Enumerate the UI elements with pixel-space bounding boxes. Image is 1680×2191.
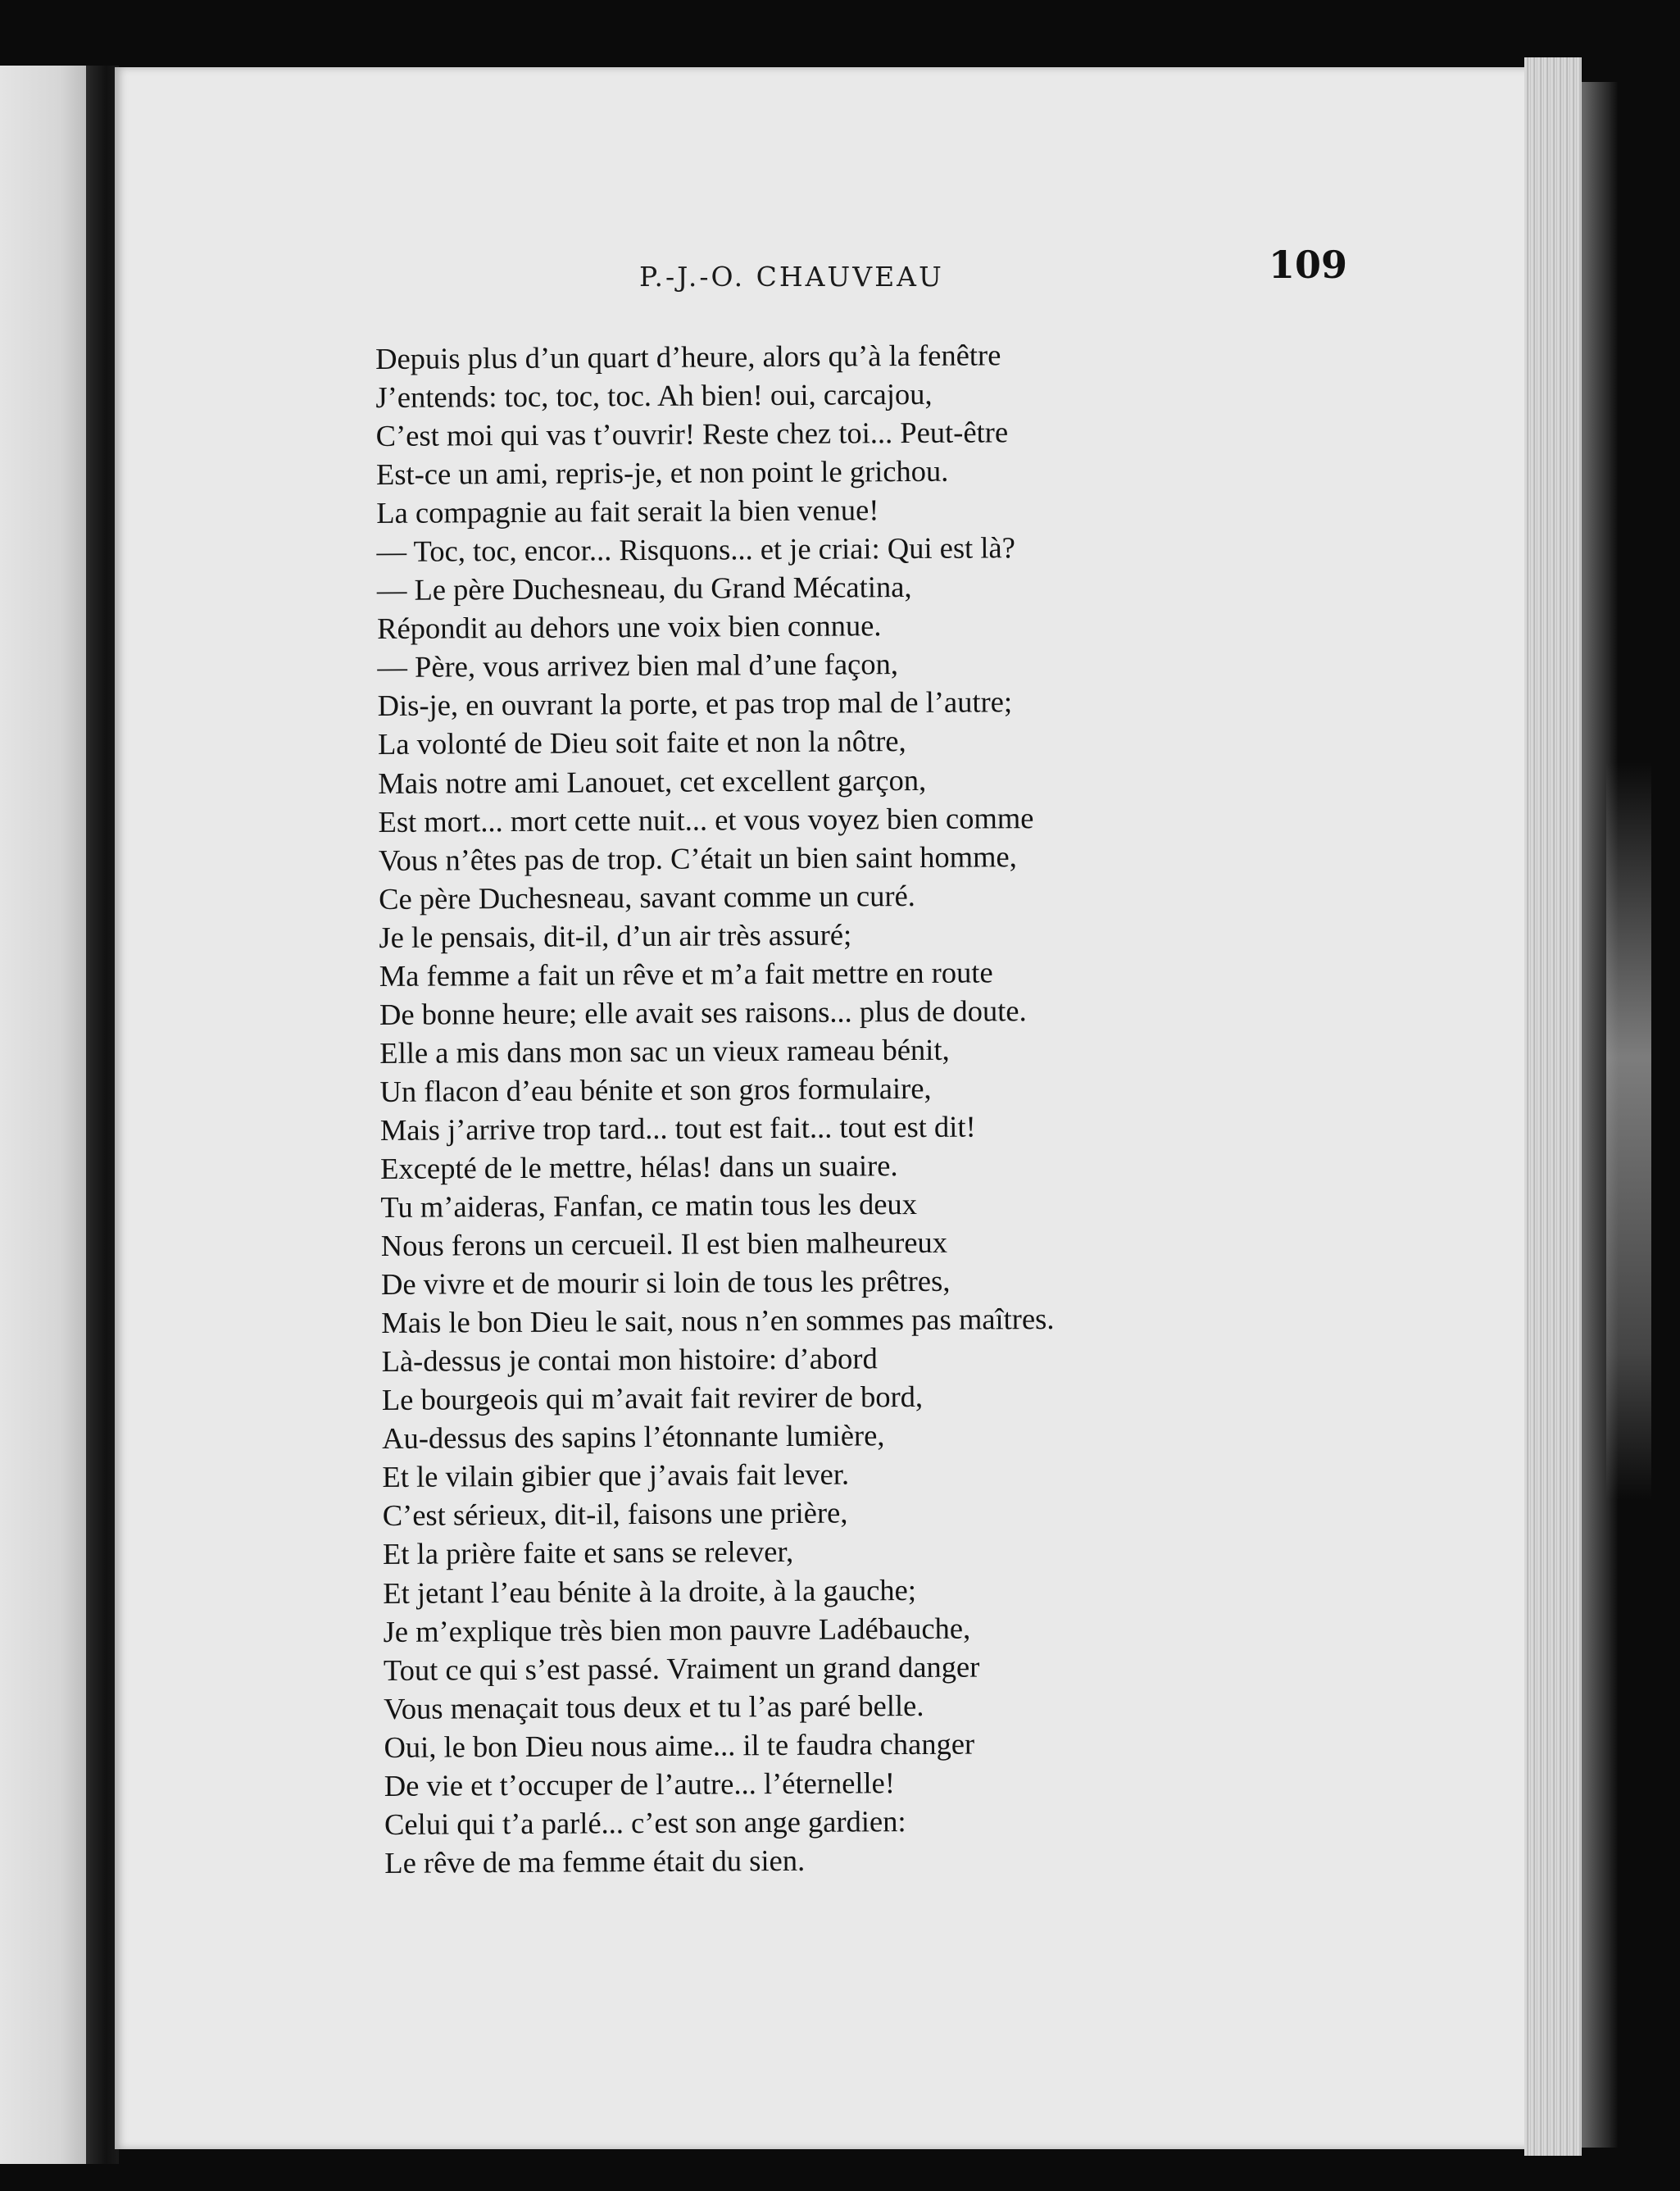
running-head: P.-J.-O. CHAUVEAU bbox=[639, 261, 944, 293]
poem-line: Et la prière faite et sans se relever, bbox=[382, 1534, 794, 1571]
poem-line: C’est sérieux, dit-il, faisons une prière, bbox=[382, 1495, 848, 1533]
poem-line: Mais le bon Dieu le sait, nous n’en sommes pas maîtres. bbox=[381, 1302, 1055, 1340]
poem-line: Nous ferons un cercueil. Il est bien malheureux bbox=[380, 1225, 948, 1263]
poem-line: — Le père Duchesneau, du Grand Mécatina, bbox=[376, 570, 912, 607]
poem-line: De vivre et de mourir si loin de tous les prêtres, bbox=[380, 1263, 951, 1302]
poem-line: Excepté de le mettre, hélas! dans un suaire. bbox=[380, 1148, 898, 1185]
poem-line: Le bourgeois qui m’avait fait revirer de bord, bbox=[381, 1380, 924, 1417]
page-stack-edge bbox=[1524, 57, 1582, 2156]
poem-line: Mais j’arrive trop tard... tout est fait... tout est dit! bbox=[379, 1109, 976, 1147]
poem-line: Depuis plus d’un quart d’heure, alors qu’à la fenêtre bbox=[375, 338, 1001, 375]
poem-line: Mais notre ami Lanouet, cet excellent garçon, bbox=[378, 762, 927, 800]
poem-line: Répondit au dehors une voix bien connue. bbox=[377, 608, 882, 646]
poem-line: Et jetant l’eau bénite à la droite, à la gauche; bbox=[383, 1572, 917, 1610]
poem-line: Le rêve de ma femme était du sien. bbox=[384, 1843, 806, 1880]
poem-line: De bonne heure; elle avait ses raisons... plus de doute. bbox=[379, 993, 1027, 1031]
poem-line: — Toc, toc, encor... Risquons... et je criai: Qui est là? bbox=[376, 530, 1016, 569]
left-page-edge bbox=[0, 66, 86, 2164]
poem-line: La compagnie au fait serait la bien venue! bbox=[376, 493, 879, 530]
poem-line: De vie et t’occuper de l’autre... l’éternelle! bbox=[384, 1765, 896, 1802]
book-gutter bbox=[86, 66, 119, 2164]
poem-line: — Père, vous arrivez bien mal d’une façon, bbox=[377, 647, 899, 684]
poem-line: Vous n’êtes pas de trop. C’était un bien saint homme, bbox=[378, 839, 1017, 877]
poem-line: Ma femme a fait un rêve et m’a fait mettre en route bbox=[379, 955, 993, 993]
poem-line: C’est moi qui vas t’ouvrir! Reste chez toi... Peut-être bbox=[375, 415, 1009, 453]
poem-line: Dis-je, en ouvrant la porte, et pas trop mal de l’autre; bbox=[377, 684, 1013, 723]
poem-line: Ce père Duchesneau, savant comme un curé. bbox=[379, 878, 915, 916]
poem-line: Un flacon d’eau bénite et son gros formulaire, bbox=[379, 1070, 932, 1108]
poem-line: Et le vilain gibier que j’avais fait lever. bbox=[382, 1457, 850, 1494]
poem-line: Elle a mis dans mon sac un vieux rameau bénit, bbox=[379, 1032, 950, 1070]
page-number: 109 bbox=[1269, 243, 1348, 287]
poem-line: Je m’explique très bien mon pauvre Ladébauche, bbox=[383, 1611, 971, 1648]
poem-line: La volonté de Dieu soit faite et non la nôtre, bbox=[377, 724, 906, 761]
poem-text bbox=[375, 334, 1302, 1882]
poem-line: Tu m’aideras, Fanfan, ce matin tous les deux bbox=[380, 1187, 918, 1225]
poem-line: Oui, le bon Dieu nous aime... il te faudra changer bbox=[384, 1726, 975, 1764]
poem-line: Au-dessus des sapins l’étonnante lumière, bbox=[382, 1418, 885, 1456]
poem-line: Là-dessus je contai mon histoire: d’abord bbox=[381, 1341, 878, 1379]
page-glare bbox=[1606, 762, 1651, 1500]
poem-line: Est mort... mort cette nuit... et vous voyez bien comme bbox=[378, 800, 1034, 839]
poem-line: Tout ce qui s’est passé. Vraiment un grand danger bbox=[383, 1649, 980, 1687]
poem-line: Vous menaçait tous deux et tu l’as paré belle. bbox=[384, 1688, 924, 1725]
poem-line: Celui qui t’a parlé... c’est son ange gardien: bbox=[384, 1803, 906, 1841]
poem-line: Est-ce un ami, repris-je, et non point le grichou. bbox=[375, 453, 949, 492]
poem-line: Je le pensais, dit-il, d’un air très assuré; bbox=[379, 917, 852, 954]
poem-line: J’entends: toc, toc, toc. Ah bien! oui, carcajou, bbox=[375, 376, 933, 415]
